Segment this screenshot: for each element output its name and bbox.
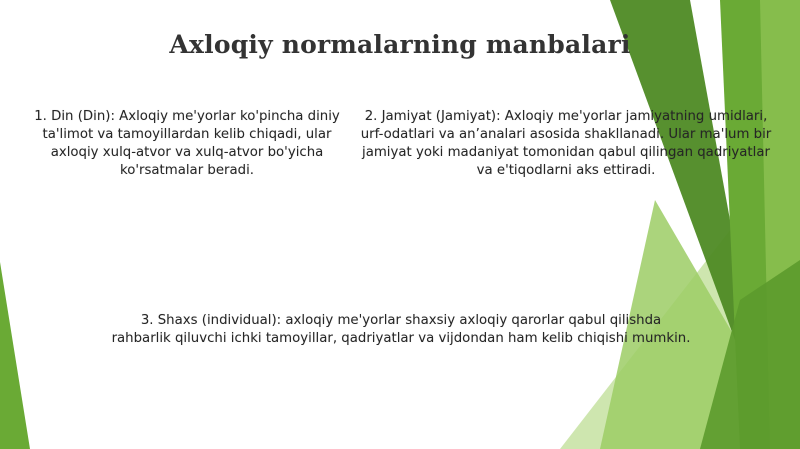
point-society: 2. Jamiyat (Jamiyat): Axloqiy me'yorlar jamiyatning umidlari, urf-odatlari va an’analari asosida shakllanadi. Ular ma'lum bir jamiyat yoki madaniyat tomonidan qabul qilingan qadriyatlar va e'tiqodlarni aks ettiradi. — [360, 109, 772, 178]
slide-title: Axloqiy normalarning manbalari — [169, 30, 631, 59]
left-green-sliver — [0, 262, 30, 449]
point-religion: 1. Din (Din): Axloqiy me'yorlar ko'pincha diniy ta'limot va tamoyillardan kelib chiqadi, ular axloqiy xulq-atvor va xulq-atvor bo'yicha ko'rsatmalar beradi. — [34, 109, 340, 178]
point-individual: 3. Shaxs (individual): axloqiy me'yorlar shaxsiy axloqiy qarorlar qabul qilishda rahbarlik qiluvchi ichki tamoyillar, qadriyatlar va vijdondan ham kelib chiqishi mumkin. — [111, 313, 691, 346]
